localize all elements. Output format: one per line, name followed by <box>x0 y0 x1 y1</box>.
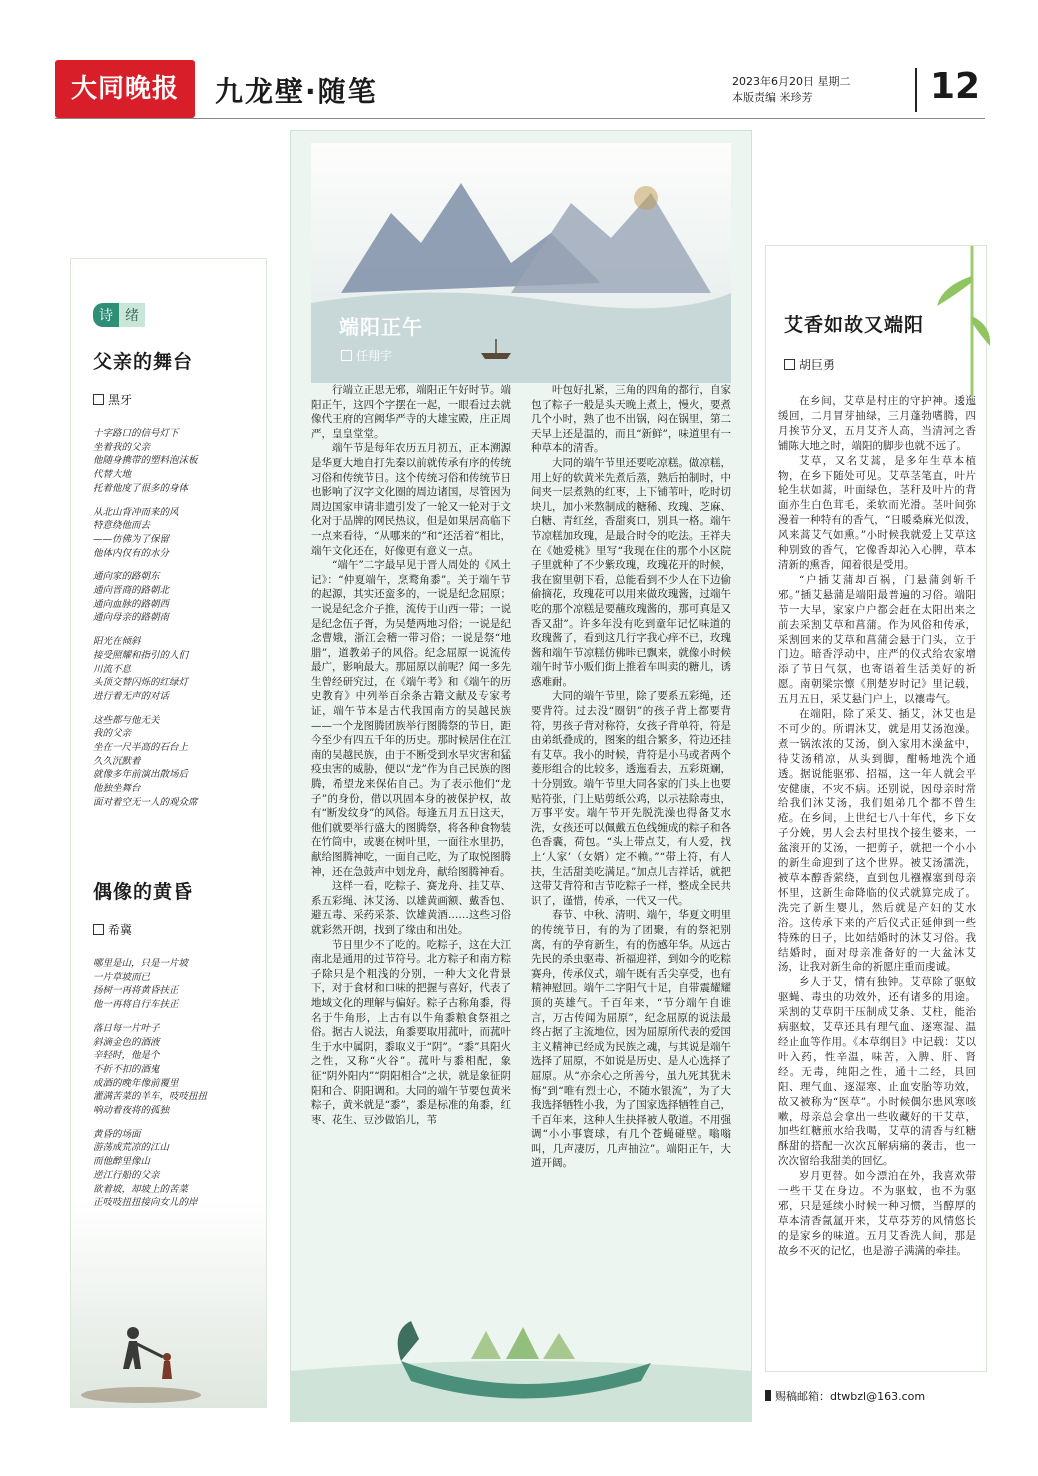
paragraph: “户插艾蒲却百祸，门悬蒲剑斩千邪。”插艾悬蒲是端阳最普遍的习俗。端阳节一大早，家家户户都会赶在太阳出来之前去采割艾草和菖蒲。作为风俗和传承，采割回来的艾草和菖蒲会悬于门头，立于门边。暗香浮动中，庄严的仪式给农家增添了节日气氛，也寄语着生活美好的祈愿。南朝梁宗懔《荆楚岁时记》里记载，五月五日，采艾悬门户上，以禳毒气。 <box>778 573 976 706</box>
article-column <box>311 383 511 1171</box>
section-title: 九龙壁·随笔 <box>215 75 378 108</box>
article-body <box>311 383 731 1171</box>
poem-line: 托着他度了很多的身体 <box>93 482 189 494</box>
poem-line: 川流不息 <box>93 663 132 675</box>
poem-title: 父亲的舞台 <box>93 351 194 373</box>
header-divider <box>915 68 917 112</box>
poem-line: 成酒的晚年像前覆里 <box>93 1077 179 1089</box>
poem-line: 斜滴金色的酒液 <box>93 1036 160 1048</box>
poem-line: 特意绕他而去 <box>93 520 151 532</box>
article-title: 端阳正午 <box>339 315 423 339</box>
poem-line: 从北山背冲而来的风 <box>93 506 179 518</box>
poem-stanza <box>93 506 263 561</box>
poem-stanza <box>93 427 263 496</box>
landscape-illustration <box>311 143 731 383</box>
poem-line: 坐着我的父亲 <box>93 441 151 453</box>
poem-stanza <box>93 714 263 810</box>
poem-line: 他随身携带的塑料泡沫板 <box>93 455 198 467</box>
poem-line: 正吱吱扭扭接向女儿的岸 <box>93 1197 198 1209</box>
essay-column <box>765 245 987 1372</box>
poem-line: 他一再将自行车扶正 <box>93 999 179 1011</box>
paragraph: 艾草，又名艾蒿，是多年生草本植物，在乡下随处可见。艾草茎笔直，叶片轮生状如蒿，叶面绿色，茎秆及叶片的背面亦生白色茸毛，柔软而光滑。茎叶间弥漫着一种特有的香气，“日暖桑麻光似泼，风来蒿艾气如熏。”小时候我就爱上艾草这种别致的香气，它像香却沁入心脾，草本清新的熏香，闻着很是受用。 <box>778 454 976 571</box>
paragraph: 在乡间，艾草是村庄的守护神。逶迤缓回，二月冒芽抽绿，三月蓬勃嗜腾，四月挨节分叉，五月艾齐人高，当清河之香铺陈大地之时，端阳的脚步也就不远了。 <box>778 395 976 452</box>
poem-line: 接受照耀和指引的人们 <box>93 649 189 661</box>
poem-line: 通向家的路朝东 <box>93 571 160 583</box>
page-number: 12 <box>930 66 981 107</box>
poem-line: 这些都与他无关 <box>93 714 160 726</box>
poem-line: 就像多年前演出散场后 <box>93 769 189 781</box>
poem-line: 黄昏的场面 <box>93 1128 141 1140</box>
poem-line: 阳光在倾斜 <box>93 636 141 648</box>
poem-line: 一片草坡而已 <box>93 971 151 983</box>
poem-line: 通向晋商的路朝北 <box>93 585 170 597</box>
bamboo-leaf-decoration <box>932 246 992 396</box>
paragraph: 这样一看，吃粽子、赛龙舟、挂艾草、系五彩绳、沐艾汤、以雄黄画额、戴香包、避五毒、采药采茶、饮雄黄酒……这些习俗就彩然开朗，找到了缘由和出处。 <box>311 880 511 936</box>
poem-stanza <box>93 635 263 704</box>
feature-article <box>290 130 752 1422</box>
poetry-tag-label: 绪 <box>119 303 145 327</box>
poem-line: 落日每一片叶子 <box>93 1022 160 1034</box>
poem-line: 逆江行船的父亲 <box>93 1169 160 1181</box>
paragraph: 春节、中秋、清明、端午，华夏文明里的传统节日，有的为了团聚，有的祭祀别离，有的孕育新生，有的伤感年华。从远古先民的杀虫驱毒、祈福迎祥，到如今的吃粽赛舟，传承仪式，端午既有舌尖享受，也有精神慰回。端午二字阳气十足，自带震耀耀顶的英雄气。千百年来，“节分端午自谁言，万古传闻为屈原”，纪念屈原的说法最终占据了主流地位，因为屈原所代表的爱国主义精神已经成为民族之魂，与其说是端午选择了屈原，不如说是历史、是人心选择了屈原。从“亦余心之所善兮，虽九死其犹未悔”到“唯有烈士心，不随水银流”，为了大我选择牺牲小我，为了国家选择牺牲自己，千百年来，这种人生抉择被人敬道。不用强调“小小事寰球，有几个苍蝇碰壁。嗡嗡叫，几声凄厉，几声抽泣”。端阳正午，大道开阔。 <box>531 909 731 1170</box>
issue-date: 2023年6月20日 星期二 <box>732 75 851 88</box>
poem-body <box>93 427 263 820</box>
paragraph: 节日里少不了吃的。吃粽子，这在大江南北是通用的过节符号。北方粽子和南方粽子除只是个粗浅的分别，一种大文化背景下，对于食材和口味的把握与喜好，代表了地域文化的理解与偏好。粽子古称角黍，得名于牛角形，上古有以牛角黍粮食祭祖之俗。据古人说法，角黍要取用菰叶，而菰叶生于水中属阴，黍取义于“阴”。“黍”具阳火之性，又称“火谷”。菰叶与黍相配，象征“阴外阳内”“阴阳相合”之状，就是象征阴阳和合、阴阳调和。大同的端午节要包黄米粽子，黄米就是“黍”，黍是标准的角黍，红枣、花生、豆沙做馅儿，苇 <box>311 938 511 1126</box>
newspaper-logo: 大同晚报 <box>55 60 195 118</box>
poem-stanza <box>93 1022 263 1118</box>
poem-line: 游荡成荒凉的江山 <box>93 1142 170 1154</box>
poem-line: 通向血脉的路朝西 <box>93 598 170 610</box>
poem-line: 我的父亲 <box>93 728 132 740</box>
poem-line: 十字路口的信号灯下 <box>93 428 179 439</box>
poem-line: 辛轻时，他是个 <box>93 1050 160 1062</box>
paragraph: 大同的端午节里还要吃凉糕。做凉糕，用上好的软黄米先煮后蒸，熟后拍制时，中间夹一层煮熟的红枣，上下铺苇叶，吃时切块儿，加小米熬制成的糖稀、玫瑰、芝麻、白糖、青红丝，香甜爽口，别具一格。端午节凉糕加玫瑰，是最合时令的吃法。王祥夫在《她爱桃》里写“我现在住的那个小区院子里就种了不少紫玫瑰，玫瑰花开的时候，我在窗里朝下看，总能看到不少人在下边偷偷摘花，玫瑰花可以用来做玫瑰酱，过端午吃的那个凉糕是要蘸玫瑰酱的，那可真是又香又甜”。许多年没有吃到童年记忆味道的玫瑰酱了，看到这几行字我心痒不已，玫瑰酱和端午节凉糕仿佛咔已飘来，就像小时候端午时节小贩们街上推着车叫卖的糖儿，诱惑难耐。 <box>531 456 731 688</box>
poem-line: 头顶交替闪烁的红绿灯 <box>93 677 189 689</box>
essay-author: 胡巨勇 <box>784 356 835 373</box>
header-rule <box>55 118 985 119</box>
poem-line: 代替大地 <box>93 469 132 481</box>
poem-line: 通向母亲的路朝南 <box>93 612 170 624</box>
poem-line: 坐在一尺半高的石台上 <box>93 742 189 754</box>
poem-author: 希冀 <box>93 921 132 938</box>
poetry-tag <box>93 303 145 327</box>
poem-line: 面对着空无一人的观众席 <box>93 796 198 808</box>
poem-line: 他体内仅有的水分 <box>93 547 170 559</box>
paragraph: 乡人于艾，情有独钟。艾草除了驱蚊驱蝇、毒虫的功效外，还有诸多的用途。采割的艾草阴干压制成艾条、艾柱，能治病驱蚊，艾草还具有理气血、逐寒湿、温经止血等作用。《本草纲目》中记载：艾以叶入药，性辛温，味苦，入脾、肝、肾经。无毒，纯阳之性，通十二经，具回阳、理气血、逐湿寒、止血安胎等功效，故又被称为“医草”。小时候偶尔患风寒咳嗽，母亲总会拿出一些收藏好的干艾草，加些红糖煎水给我喝，艾草的清香与红糖酥甜的搭配一次次瓦解病痛的袭击，也一次次留给我甜美的回忆。 <box>778 976 976 1168</box>
paragraph: 叶包好扎紧，三角的四角的都行，自家包了粽子一般是头天晚上煮上，慢火，要煮几个小时，熟了也不出锅，闷在锅里，第二天早上还是温的，而且“新鲜”，味道里有一种草本的清香。 <box>531 384 731 455</box>
poem-stanza <box>93 570 263 625</box>
poem-line: 不折不扣的酒鬼 <box>93 1063 160 1075</box>
issue-info <box>732 74 851 106</box>
paragraph: 岁月更替。如今漂泊在外，我喜欢带一些干艾在身边。不为驱蚊，也不为驱邪，只是延续小时候一种习惯，当醇厚的草本清香氤氲开来，艾草芬芳的风情悠长的是家乡的味道。五月艾香洗人间，那是故乡不灭的记忆，也是游子满满的牵挂。 <box>778 1170 976 1257</box>
poem-line: 进行着无声的对话 <box>93 690 170 702</box>
poem-line: 灌满苦菜的羊车，吱吱扭扭 <box>93 1091 208 1103</box>
poetry-column <box>70 258 267 1408</box>
essay-body <box>778 394 976 1259</box>
article-author: 任翔宇 <box>341 347 392 364</box>
paragraph: 端午节是每年农历五月初五，正本溯源是华夏大地自打先秦以前就传承有序的传统习俗和传统节日。这个传统习俗和传统节日也影响了汉字文化圈的周边诸国，尽管因为周边国家申请非遗引发了一轮又一轮对于文化对于品牌的网民热议，但是如果居高临下一点来看待，“从哪来的”和“还活着”相比，端午文化还在，好像更有意义一点。 <box>311 442 511 557</box>
dragon-boat-illustration <box>291 1231 751 1421</box>
masthead <box>55 60 985 118</box>
poem-line: 哪里是山，只是一片坡 <box>93 958 189 969</box>
poem-body <box>93 957 263 1220</box>
poem-line: ——仿佛为了保留 <box>93 533 170 545</box>
essay-title: 艾香如故又端阳 <box>784 314 925 336</box>
submission-email: 赐稿邮箱：dtwbzl@163.com <box>765 1388 925 1404</box>
poem-stanza <box>93 957 263 1012</box>
paragraph: 大同的端午节里，除了要系五彩绳，还要背符。过去没“圈钥”的孩子背上都要背符，男孩子背对称符，女孩子背单符，符是由弟纸叠成的，图案的组合繁多，符边还挂有艾草。我小的时候，背符是小马或者两个菱形组合的比较多，透迤看去，五彩斑斓，十分别致。端午节里大同各家的门头上也要贴符张，门上贴剪纸公鸡，以示祛除毒虫，万事平安。端午节开先脱洗澡也得备艾水洗，女孩还可以佩戴五色线缠成的粽子和各色香囊，荷包。“头上带点艾，有人爱，找上‘人家’（女婿）定不赖。”“带上符，有人扶，生活甜美吃满足。”加点儿吉祥话，就把这带艾背符和吉节吃粽子一样，整成全民共识了，谨惜，传承，一代又一代。 <box>531 690 731 907</box>
poem-author: 黑牙 <box>93 391 132 408</box>
poetry-tag-label: 诗 <box>93 303 119 327</box>
page-editor: 本版责编 米珍芳 <box>732 91 813 104</box>
poem-line: 扬树一再将黄昏扶正 <box>93 985 179 997</box>
poem-line: 欲着坡，却坡上的苦菜 <box>93 1183 189 1195</box>
poem-line: 他独坐舞台 <box>93 783 141 795</box>
poem-line: 响动着夜将的孤独 <box>93 1105 170 1117</box>
father-child-illustration <box>71 1257 266 1407</box>
paragraph: 行端立正思无邪，端阳正午好时节。端阳正午，这四个字摆在一起，一眼看过去就像代王府的宫阙华严寺的大雄宝殿，庄正周严，皇皇堂堂。 <box>311 384 511 440</box>
poem-line: 而他醉里像山 <box>93 1156 151 1168</box>
paragraph: 在端阳，除了采艾、插艾，沐艾也是不可少的。所谓沐艾，就是用艾汤泡澡。煮一锅浓浓的艾汤，倒入家用木澡盆中，待艾汤稍凉，从头到脚，酣畅地洗个通透。据说能驱邪、招福，这一年人就会平安健康，不灾不病。还别说，因母亲时常给我们沐艾汤，我们姐弟几个都不曾生疮。在乡间，上世纪七八十年代，乡下女子分娩，男人会去村里找个接生婆来，一盆滚开的艾汤，一把剪子，就把一个小小的新生命迎到了这个世界。被艾汤濡洗，被草本醇香萦绕，直到包儿襁褓塞到母亲怀里，这新生命降临的仪式就算完成了。洗完了新生婴儿，然后就是产妇的艾水浴。这传承下来的产后仪式正延伸到一些特殊的日子，比如结婚时的沐艾习俗。我结婚时，面对母亲准备好的一大盆沐艾汤，让我对新生命的祈愿庄重而虔诚。 <box>778 708 976 974</box>
poem-title: 偶像的黄昏 <box>93 881 194 903</box>
poem-stanza <box>93 1128 263 1210</box>
paragraph: “端午”二字最早见于晋人周处的《风土记》：“仲夏端午，烹鹜角黍”。关于端午节的起源，其实还蛮多的，一说是纪念屈原；一说是纪念介子推，流传于山西一带；一说是纪念伍子胥，为吴楚两地习俗；一说是纪念曹娥，浙江会稽一带习俗；一说是祭“地腊”，道教弟子的风俗。纪念屈原一说流传最广，影响最大。那屈原以前呢？闻一多先生曾经研究过，在《端午考》和《端午的历史教育》中列举百余条古籍文献及专家考证，端午节本是古代我国南方的吴越民族——一个龙图腾团族举行图腾祭的节日，距今至少有四五千年的历史。那时候居住在江南的吴越民族，由于不断受到水旱灾害和猛疫虫害的威胁，便以“龙”作为自己民族的图腾，希望龙来保佑自己。为了表示他们“龙子”的身份，借以巩固本身的被保护权，故有“断发纹身”的风俗。每逢五月五日这天，他们就要举行盛大的图腾祭，将各种食物装在竹筒中，或裹在树叶里，一面往水里扔，献给图腾神吃，一面自己吃，为了取悦图腾神，还在急鼓声中划龙舟，献给图腾神看。 <box>311 559 511 878</box>
article-column <box>531 383 731 1171</box>
poem-line: 久久沉默着 <box>93 755 141 767</box>
